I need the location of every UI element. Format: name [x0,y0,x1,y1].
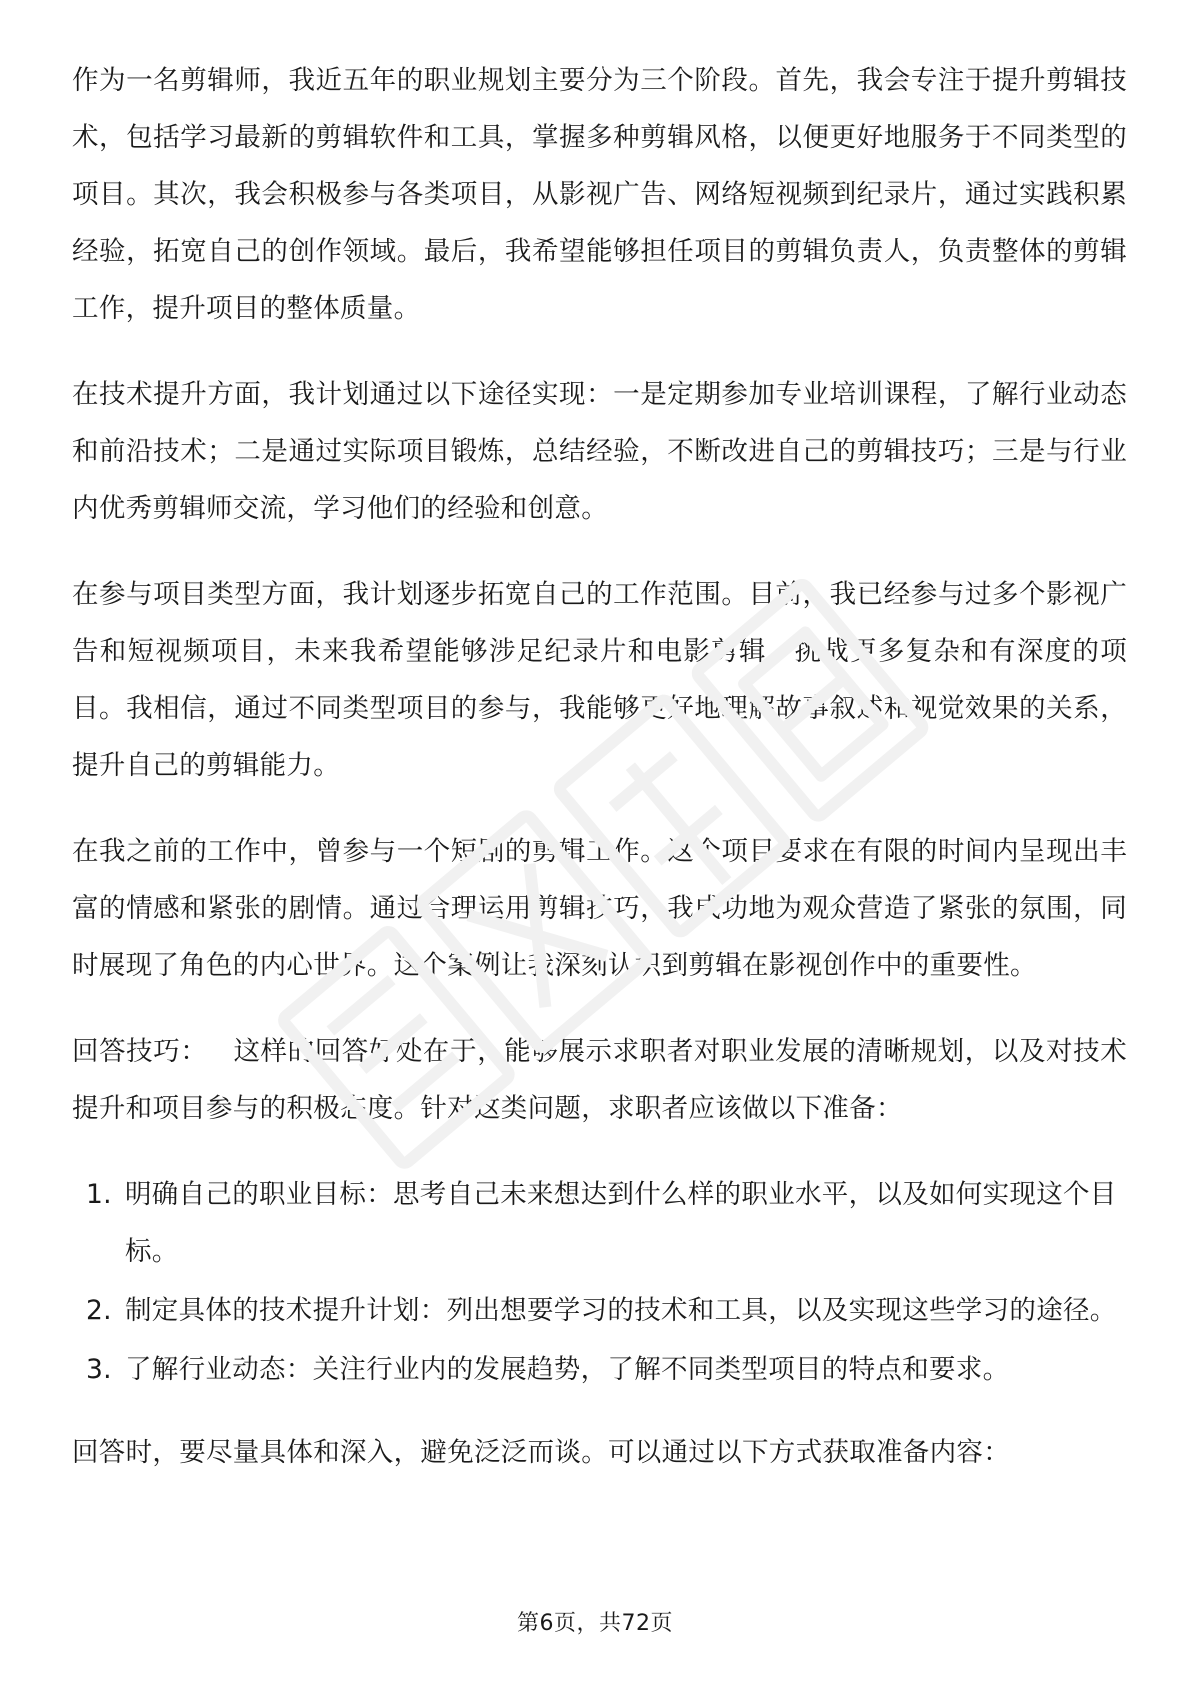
tips-text: 这样的回答好处在于，能够展示求职者对职业发展的清晰规划，以及对技术提升和项目参与的积极态度。针对这类问题，求职者应该做以下准备： [72,1036,1127,1124]
list-item-text: 明确自己的职业目标：思考自己未来想达到什么样的职业水平，以及如何实现这个目标。 [125,1179,1117,1267]
list-item [72,1166,1127,1280]
paragraph-skill-improvement: 在技术提升方面，我计划通过以下途径实现：一是定期参加专业培训课程，了解行业动态和前沿技术；二是通过实际项目锻炼，总结经验，不断改进自己的剪辑技巧；三是与行业内优秀剪辑师交流，学习他们的经验和创意。 [72,379,1127,524]
list-item-number: 3. [86,1354,112,1385]
paragraph-answer-tips [72,1023,1127,1137]
document-body [72,52,1127,1510]
tips-lead-label: 回答技巧： [72,1036,208,1067]
list-item-text: 了解行业动态：关注行业内的发展趋势，了解不同类型项目的特点和要求。 [125,1354,1010,1385]
page-number-footer: 第6页，共72页 [517,1611,673,1636]
list-item [72,1341,1127,1398]
list-item [72,1282,1127,1339]
list-item-text: 制定具体的技术提升计划：列出想要学习的技术和工具，以及实现这些学习的途径。 [125,1295,1117,1326]
paragraph-closing: 回答时，要尽量具体和深入，避免泛泛而谈。可以通过以下方式获取准备内容： [72,1437,1010,1468]
paragraph-past-case: 在我之前的工作中，曾参与一个短剧的剪辑工作。这个项目要求在有限的时间内呈现出丰富的情感和紧张的剧情。通过合理运用剪辑技巧，我成功地为观众营造了紧张的氛围，同时展现了角色的内心世界。这个案例让我深刻认识到剪辑在影视创作中的重要性。 [72,836,1127,981]
paragraph-career-plan: 作为一名剪辑师，我近五年的职业规划主要分为三个阶段。首先，我会专注于提升剪辑技术，包括学习最新的剪辑软件和工具，掌握多种剪辑风格，以便更好地服务于不同类型的项目。其次，我会积极参与各类项目，从影视广告、网络短视频到纪录片，通过实践积累经验，拓宽自己的创作领域。最后，我希望能够担任项目的剪辑负责人，负责整体的剪辑工作，提升项目的整体质量。 [72,65,1127,324]
list-item-number: 2. [86,1295,112,1326]
list-item-number: 1. [86,1179,112,1210]
paragraph-project-types: 在参与项目类型方面，我计划逐步拓宽自己的工作范围。目前，我已经参与过多个影视广告和短视频项目，未来我希望能够涉足纪录片和电影剪辑，挑战更多复杂和有深度的项目。我相信，通过不同类型项目的参与，我能够更好地理解故事叙述和视觉效果的关系，提升自己的剪辑能力。 [72,579,1127,781]
preparation-list [72,1166,1127,1398]
